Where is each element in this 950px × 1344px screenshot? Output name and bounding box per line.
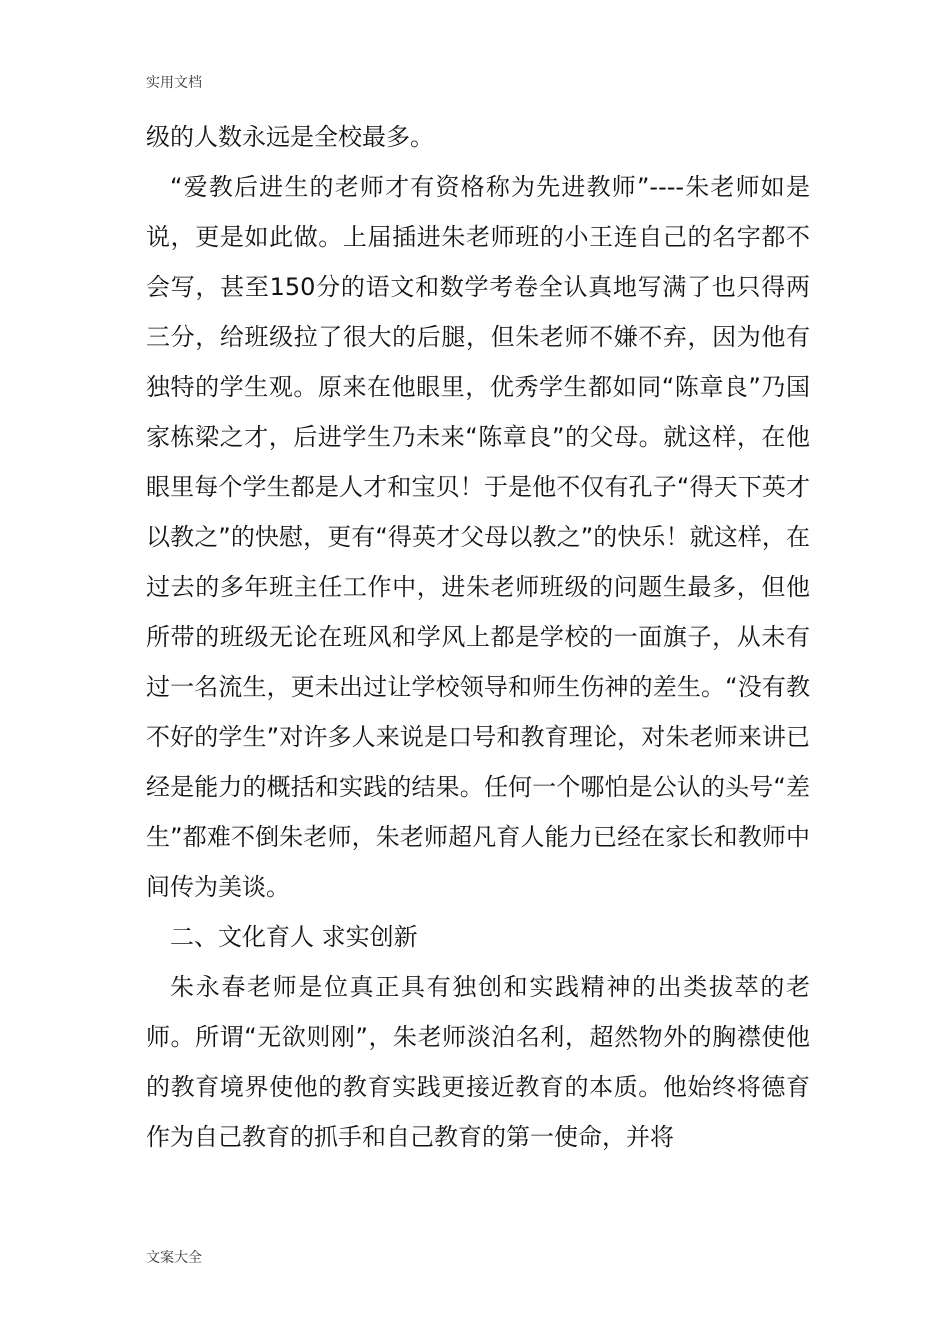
document-body <box>146 112 810 1162</box>
section-heading: 二、文化育人 求实创新 <box>170 923 418 951</box>
paragraph-section-intro: 朱永春老师是位真正具有独创和实践精神的出类拔萃的老师。所谓“无欲则刚”，朱老师淡泊名利，超然物外的胸襟使他的教育境界使他的教育实践更接近教育的本质。他始终将德育作为自己教育的抓手和自己教育的第一使命，并将 <box>146 973 810 1151</box>
page-header: 实用文档 <box>146 75 202 91</box>
page-footer: 文案大全 <box>146 1250 202 1266</box>
paragraph-teacher-quote: “爱教后进生的老师才有资格称为先进教师”----朱老师如是说，更是如此做。上届插进朱老师班的小王连自己的名字都不会写，甚至150分的语文和数学考卷全认真地写满了也只得两三分，给班级拉了很大的后腿，但朱老师不嫌不弃，因为他有独特的学生观。原来在他眼里，优秀学生都如同“陈章良”乃国家栋梁之才，后进学生乃未来“陈章良”的父母。就这样，在他眼里每个学生都是人才和宝贝！于是他不仅有孔子“得天下英才以教之”的快慰，更有“得英才父母以教之”的快乐！就这样，在过去的多年班主任工作中，进朱老师班级的问题生最多，但他所带的班级无论在班风和学风上都是学校的一面旗子，从未有过一名流生，更未出过让学校领导和师生伤神的差生。“没有教不好的学生”对许多人来说是口号和教育理论，对朱老师来讲已经是能力的概括和实践的结果。任何一个哪怕是公认的头号“差生”都难不倒朱老师，朱老师超凡育人能力已经在家长和教师中间传为美谈。 <box>146 173 810 901</box>
paragraph-continuation: 级的人数永远是全校最多。 <box>146 123 434 151</box>
